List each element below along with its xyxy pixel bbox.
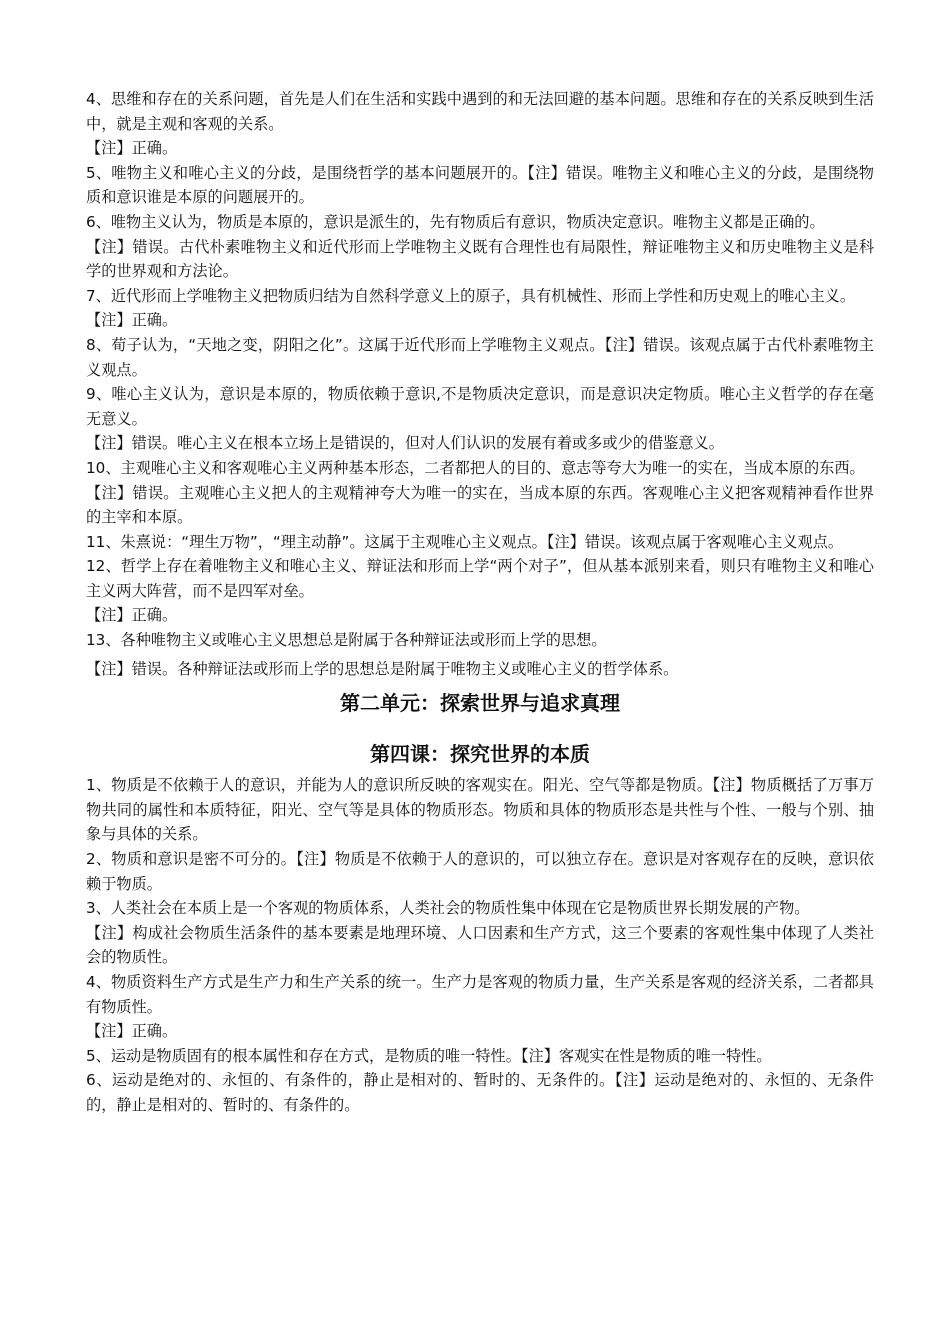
paragraph: 4、物质资料生产方式是生产力和生产关系的统一。生产力是客观的物质力量，生产关系是客观的经济关系，二者都具有物质性。 [86,973,874,1016]
paragraph: 3、人类社会在本质上是一个客观的物质体系，人类社会的物质性集中体现在它是物质世界长期发展的产物。 [86,899,810,918]
paragraph: 【注】错误。主观唯心主义把人的主观精神夸大为唯一的实在，当成本原的东西。客观唯心主义把客观精神看作世界的主宰和本原。 [86,483,874,527]
paragraph: 9、唯心主义认为，意识是本原的，物质依赖于意识,不是物质决定意识，而是意识决定物质。唯心主义哲学的存在毫无意义。 [86,385,874,428]
section-philosophy-questions [86,87,874,681]
paragraph: 11、朱熹说：“理生万物”，“理主动静”。这属于主观唯心主义观点。【注】错误。该观点属于客观唯心主义观点。 [86,532,844,551]
paragraph: 【注】正确。 [86,139,178,158]
paragraph: 5、唯物主义和唯心主义的分歧，是围绕哲学的基本问题展开的。【注】错误。唯物主义和唯心主义的分歧，是围绕物质和意识谁是本原的问题展开的。 [86,163,874,207]
paragraph: 12、哲学上存在着唯物主义和唯心主义、辩证法和形而上学“两个对子”，但从基本派别来看，则只有唯物主义和唯心主义两大阵营，而不是四军对垒。 [86,557,874,600]
lesson-title: 第四课：探究世界的本质 [370,742,590,767]
paragraph: 4、思维和存在的关系问题，首先是人们在生活和实践中遇到的和无法回避的基本问题。思维和存在的关系反映到生活中，就是主观和客观的关系。 [86,90,874,133]
paragraph: 【注】错误。古代朴素唯物主义和近代形而上学唯物主义既有合理性也有局限性，辩证唯物主义和历史唯物主义是科学的世界观和方法论。 [86,237,874,281]
paragraph: 2、物质和意识是密不可分的。【注】物质是不依赖于人的意识的，可以独立存在。意识是对客观存在的反映，意识依赖于物质。 [86,850,874,893]
paragraph: 【注】正确。 [86,311,178,330]
paragraph: 【注】正确。 [86,1022,178,1041]
section-world-essence [86,773,874,1117]
paragraph: 【注】错误。各种辩证法或形而上学的思想总是附属于唯物主义或唯心主义的哲学体系。 [86,659,679,678]
paragraph: 10、主观唯心主义和客观唯心主义两种基本形态，二者都把人的目的、意志等夸大为唯一的实在，当成本原的东西。 [86,458,865,477]
paragraph: 1、物质是不依赖于人的意识，并能为人的意识所反映的客观实在。阳光、空气等都是物质。【注】物质概括了万事万物共同的属性和本质特征，阳光、空气等是具体的物质形态。物质和具体的物质形态是共性与个性、一般与个别、抽象与具体的关系。 [86,776,874,844]
paragraph: 6、唯物主义认为，物质是本原的，意识是派生的，先有物质后有意识，物质决定意识。唯物主义都是正确的。 [86,212,825,231]
paragraph: 7、近代形而上学唯物主义把物质归结为自然科学意义上的原子，具有机械性、形而上学性和历史观上的唯心主义。 [86,286,856,305]
paragraph: 5、运动是物质固有的根本属性和存在方式，是物质的唯一特性。【注】客观实在性是物质的唯一特性。 [86,1046,772,1065]
paragraph: 13、各种唯物主义或唯心主义思想总是附属于各种辩证法或形而上学的思想。 [86,631,607,650]
paragraph: 8、荀子认为，“天地之变，阴阳之化”。这属于近代形而上学唯物主义观点。【注】错误。该观点属于古代朴素唯物主义观点。 [86,335,874,379]
paragraph: 【注】错误。唯心主义在根本立场上是错误的，但对人们认识的发展有着或多或少的借鉴意义。 [86,434,724,453]
paragraph: 【注】正确。 [86,606,178,625]
paragraph: 6、运动是绝对的、永恒的、有条件的，静止是相对的、暂时的、无条件的。【注】运动是绝对的、永恒的、无条件的，静止是相对的、暂时的、有条件的。 [86,1071,874,1114]
paragraph: 【注】构成社会物质生活条件的基本要素是地理环境、人口因素和生产方式，这三个要素的客观性集中体现了人类社会的物质性。 [86,923,874,967]
unit-title: 第二单元：探索世界与追求真理 [340,691,620,716]
